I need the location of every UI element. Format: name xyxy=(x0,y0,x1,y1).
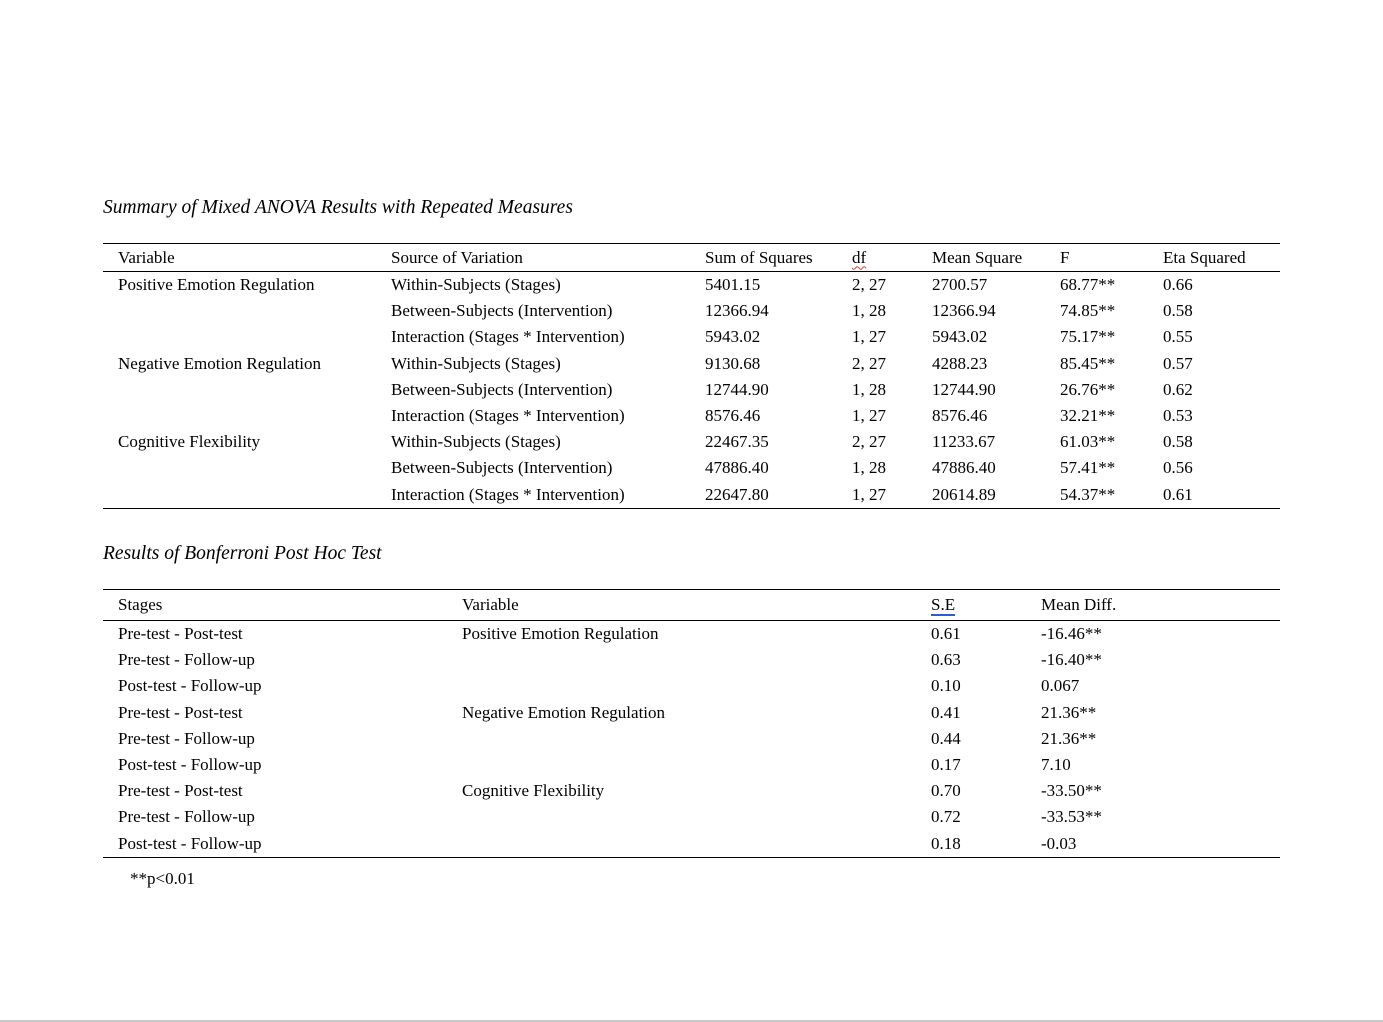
cell-ms: 20614.89 xyxy=(932,484,996,504)
table-row xyxy=(103,455,1280,481)
cell-eta: 0.58 xyxy=(1163,301,1193,321)
cell-ss: 47886.40 xyxy=(705,458,769,478)
cell-f: 68.77** xyxy=(1060,275,1116,295)
se-grammar-underline: S.E xyxy=(931,595,956,614)
table-row xyxy=(103,482,1280,509)
table-row xyxy=(103,778,1280,804)
col-header-eta-squared: Eta Squared xyxy=(1163,244,1280,272)
cell-ms: 4288.23 xyxy=(932,353,988,373)
col-header-df xyxy=(852,244,932,272)
cell-se: 0.10 xyxy=(931,676,961,696)
cell-df: 1, 28 xyxy=(852,301,886,321)
table-row xyxy=(103,700,1280,726)
cell-stages: Pre-test - Post-test xyxy=(118,781,243,801)
table-row xyxy=(103,298,1280,324)
col-header-mean-square: Mean Square xyxy=(932,244,1060,272)
cell-variable xyxy=(103,298,391,324)
cell-ss: 22647.80 xyxy=(705,484,769,504)
cell-variable xyxy=(462,804,931,830)
cell-source: Interaction (Stages * Intervention) xyxy=(391,406,625,426)
posthoc-header-row xyxy=(103,590,1280,621)
cell-variable xyxy=(462,673,931,699)
cell-eta: 0.56 xyxy=(1163,458,1193,478)
cell-mean-diff: 7.10 xyxy=(1041,755,1071,775)
cell-variable: Positive Emotion Regulation xyxy=(118,275,315,295)
cell-eta: 0.61 xyxy=(1163,484,1193,504)
cell-se: 0.61 xyxy=(931,624,961,644)
cell-df: 2, 27 xyxy=(852,353,886,373)
cell-mean-diff: -33.53** xyxy=(1041,807,1102,827)
cell-stages: Pre-test - Post-test xyxy=(118,702,243,722)
cell-mean-diff: 21.36** xyxy=(1041,728,1097,748)
cell-ss: 8576.46 xyxy=(705,406,761,426)
anova-header-row xyxy=(103,244,1280,272)
cell-ms: 5943.02 xyxy=(932,327,988,347)
cell-source: Within-Subjects (Stages) xyxy=(391,353,561,373)
cell-df: 1, 28 xyxy=(852,379,886,399)
cell-eta: 0.66 xyxy=(1163,275,1193,295)
cell-ms: 8576.46 xyxy=(932,406,988,426)
cell-se: 0.17 xyxy=(931,755,961,775)
cell-se: 0.44 xyxy=(931,728,961,748)
cell-stages: Post-test - Follow-up xyxy=(118,833,262,853)
cell-source: Within-Subjects (Stages) xyxy=(391,432,561,452)
cell-variable xyxy=(103,324,391,350)
cell-se: 0.18 xyxy=(931,833,961,853)
table-row xyxy=(103,272,1280,299)
table-row xyxy=(103,831,1280,858)
cell-df: 2, 27 xyxy=(852,275,886,295)
cell-f: 61.03** xyxy=(1060,432,1116,452)
cell-df: 1, 28 xyxy=(852,458,886,478)
cell-df: 1, 27 xyxy=(852,406,886,426)
table-row xyxy=(103,673,1280,699)
cell-f: 57.41** xyxy=(1060,458,1116,478)
col-header-se xyxy=(931,590,1041,621)
cell-eta: 0.58 xyxy=(1163,432,1193,452)
table-row xyxy=(103,377,1280,403)
cell-f: 85.45** xyxy=(1060,353,1116,373)
cell-f: 32.21** xyxy=(1060,406,1116,426)
col-header-variable: Variable xyxy=(462,590,931,621)
df-spellcheck-underline: df xyxy=(852,247,867,267)
cell-variable: Cognitive Flexibility xyxy=(462,781,605,801)
cell-ss: 5401.15 xyxy=(705,275,761,295)
cell-ss: 12744.90 xyxy=(705,379,769,399)
cell-se: 0.63 xyxy=(931,650,961,670)
cell-source: Between-Subjects (Intervention) xyxy=(391,379,613,399)
cell-eta: 0.53 xyxy=(1163,406,1193,426)
significance-footnote: **p<0.01 xyxy=(130,869,195,888)
cell-variable: Positive Emotion Regulation xyxy=(462,624,659,644)
col-header-variable: Variable xyxy=(103,244,391,272)
cell-stages: Pre-test - Follow-up xyxy=(118,650,255,670)
cell-stages: Pre-test - Follow-up xyxy=(118,728,255,748)
cell-ms: 12366.94 xyxy=(932,301,996,321)
table-row xyxy=(103,647,1280,673)
cell-variable xyxy=(462,647,931,673)
cell-variable: Negative Emotion Regulation xyxy=(118,353,322,373)
cell-f: 75.17** xyxy=(1060,327,1116,347)
posthoc-table-title: Results of Bonferroni Post Hoc Test xyxy=(103,543,382,564)
cell-mean-diff: -16.46** xyxy=(1041,624,1102,644)
cell-se: 0.41 xyxy=(931,702,961,722)
table-row xyxy=(103,804,1280,830)
col-header-sum-of-squares: Sum of Squares xyxy=(705,244,852,272)
cell-se: 0.70 xyxy=(931,781,961,801)
cell-mean-diff: -0.03 xyxy=(1041,833,1077,853)
anova-table-title: Summary of Mixed ANOVA Results with Repeated Measures xyxy=(103,197,573,218)
col-header-stages: Stages xyxy=(103,590,462,621)
table-row xyxy=(103,403,1280,429)
cell-mean-diff: 0.067 xyxy=(1041,676,1080,696)
cell-variable: Cognitive Flexibility xyxy=(118,432,261,452)
cell-ss: 12366.94 xyxy=(705,301,769,321)
cell-df: 2, 27 xyxy=(852,432,886,452)
cell-eta: 0.55 xyxy=(1163,327,1193,347)
cell-source: Interaction (Stages * Intervention) xyxy=(391,484,625,504)
cell-eta: 0.57 xyxy=(1163,353,1193,373)
cell-source: Interaction (Stages * Intervention) xyxy=(391,327,625,347)
cell-stages: Post-test - Follow-up xyxy=(118,755,262,775)
cell-f: 26.76** xyxy=(1060,379,1116,399)
table-row xyxy=(103,351,1280,377)
cell-variable xyxy=(462,831,931,858)
cell-variable xyxy=(462,726,931,752)
cell-source: Between-Subjects (Intervention) xyxy=(391,458,613,478)
cell-variable: Negative Emotion Regulation xyxy=(462,702,666,722)
cell-ss: 5943.02 xyxy=(705,327,761,347)
table-row xyxy=(103,324,1280,350)
cell-variable xyxy=(103,482,391,509)
anova-table xyxy=(103,243,1280,509)
table-row xyxy=(103,726,1280,752)
cell-f: 74.85** xyxy=(1060,301,1116,321)
cell-eta: 0.62 xyxy=(1163,379,1193,399)
cell-ms: 2700.57 xyxy=(932,275,988,295)
cell-mean-diff: 21.36** xyxy=(1041,702,1097,722)
cell-source: Within-Subjects (Stages) xyxy=(391,275,561,295)
cell-source: Between-Subjects (Intervention) xyxy=(391,301,613,321)
col-header-source: Source of Variation xyxy=(391,244,705,272)
cell-df: 1, 27 xyxy=(852,484,886,504)
col-header-mean-diff: Mean Diff. xyxy=(1041,590,1280,621)
cell-ms: 11233.67 xyxy=(932,432,996,452)
cell-ss: 22467.35 xyxy=(705,432,769,452)
col-header-f: F xyxy=(1060,244,1163,272)
cell-se: 0.72 xyxy=(931,807,961,827)
cell-variable xyxy=(462,752,931,778)
cell-mean-diff: -16.40** xyxy=(1041,650,1102,670)
table-row xyxy=(103,752,1280,778)
cell-variable xyxy=(103,403,391,429)
cell-stages: Post-test - Follow-up xyxy=(118,676,262,696)
cell-ss: 9130.68 xyxy=(705,353,761,373)
cell-ms: 12744.90 xyxy=(932,379,996,399)
cell-f: 54.37** xyxy=(1060,484,1116,504)
cell-stages: Pre-test - Follow-up xyxy=(118,807,255,827)
table-row xyxy=(103,621,1280,648)
cell-stages: Pre-test - Post-test xyxy=(118,624,243,644)
cell-df: 1, 27 xyxy=(852,327,886,347)
cell-variable xyxy=(103,455,391,481)
posthoc-table xyxy=(103,589,1280,858)
cell-variable xyxy=(103,377,391,403)
table-row xyxy=(103,429,1280,455)
cell-ms: 47886.40 xyxy=(932,458,996,478)
cell-mean-diff: -33.50** xyxy=(1041,781,1102,801)
